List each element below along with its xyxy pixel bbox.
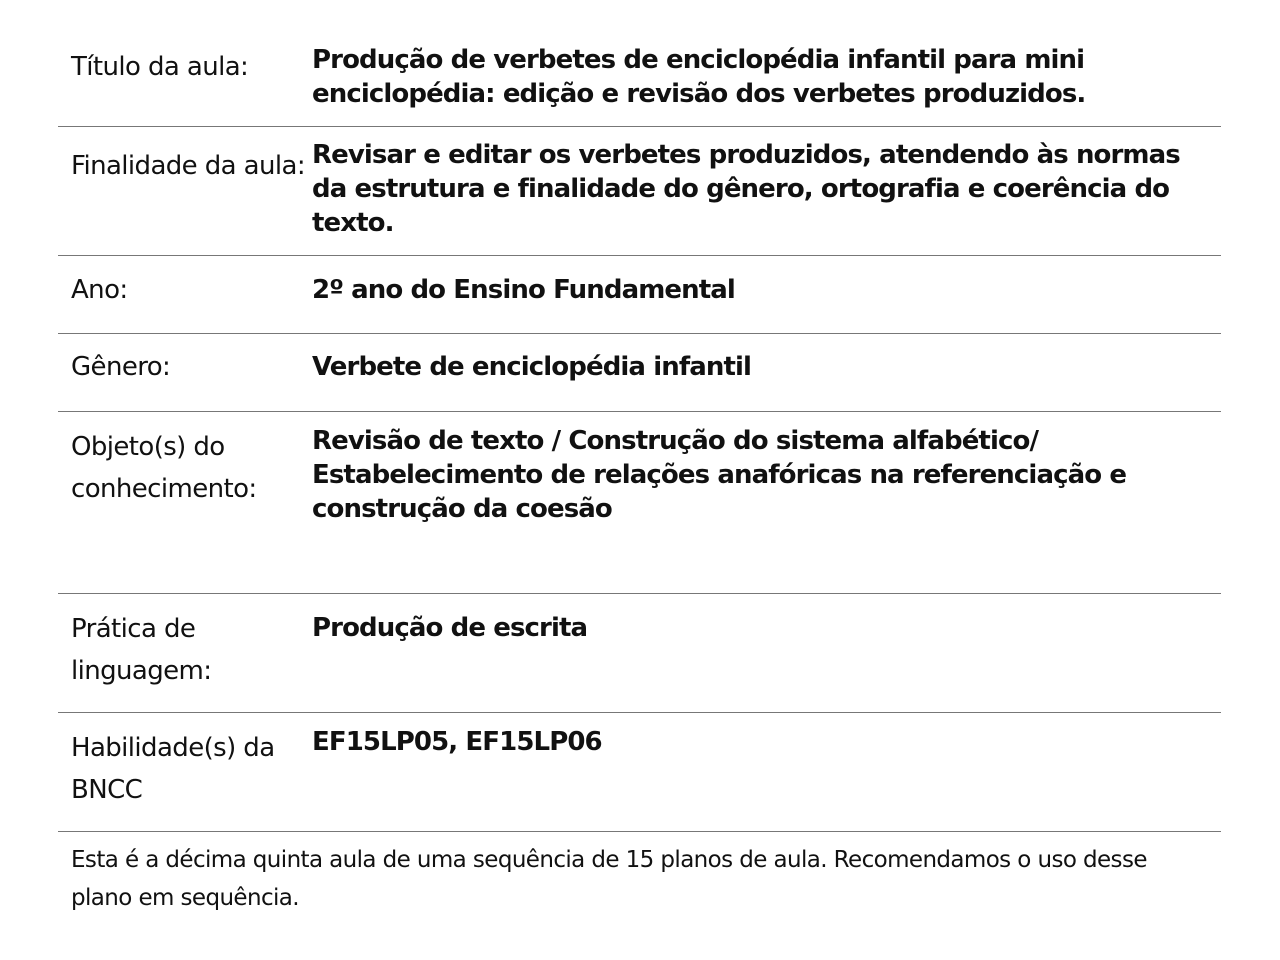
row-school-year [58, 256, 1221, 334]
bncc-skills-label: Habilidade(s) da BNCC [71, 733, 275, 805]
school-year-label: Ano: [71, 275, 128, 305]
lesson-goal-value: Revisar e editar os verbetes produzidos, atendendo às normas da estrutura e finalidade do gênero, ortografia e coerência do texto. [312, 140, 1180, 238]
knowledge-objects-label: Objeto(s) do conhecimento: [71, 432, 257, 504]
lesson-goal-label: Finalidade da aula: [71, 151, 305, 181]
row-knowledge-objects [58, 412, 1221, 594]
knowledge-objects-value: Revisão de texto / Construção do sistema alfabético/ Estabelecimento de relações anafóricas na referenciação e construção da coesão [312, 426, 1127, 524]
bncc-skills-value: EF15LP05, EF15LP06 [312, 727, 602, 757]
genre-label: Gênero: [71, 352, 171, 382]
row-language-practice [58, 594, 1221, 713]
school-year-value: 2º ano do Ensino Fundamental [312, 275, 735, 305]
row-bncc-skills [58, 713, 1221, 832]
row-lesson-goal [58, 127, 1221, 256]
lesson-plan-table [58, 40, 1221, 917]
lesson-title-value: Produção de verbetes de enciclopédia infantil para mini enciclopédia: edição e revisão dos verbetes produzidos. [312, 45, 1086, 109]
language-practice-label: Prática de linguagem: [71, 614, 212, 686]
genre-value: Verbete de enciclopédia infantil [312, 352, 752, 382]
row-lesson-title [58, 40, 1221, 127]
lesson-title-label: Título da aula: [71, 52, 249, 82]
language-practice-value: Produção de escrita [312, 613, 588, 643]
sequence-note: Esta é a décima quinta aula de uma sequência de 15 planos de aula. Recomendamos o uso desse plano em sequência. [71, 847, 1147, 911]
row-genre [58, 334, 1221, 412]
